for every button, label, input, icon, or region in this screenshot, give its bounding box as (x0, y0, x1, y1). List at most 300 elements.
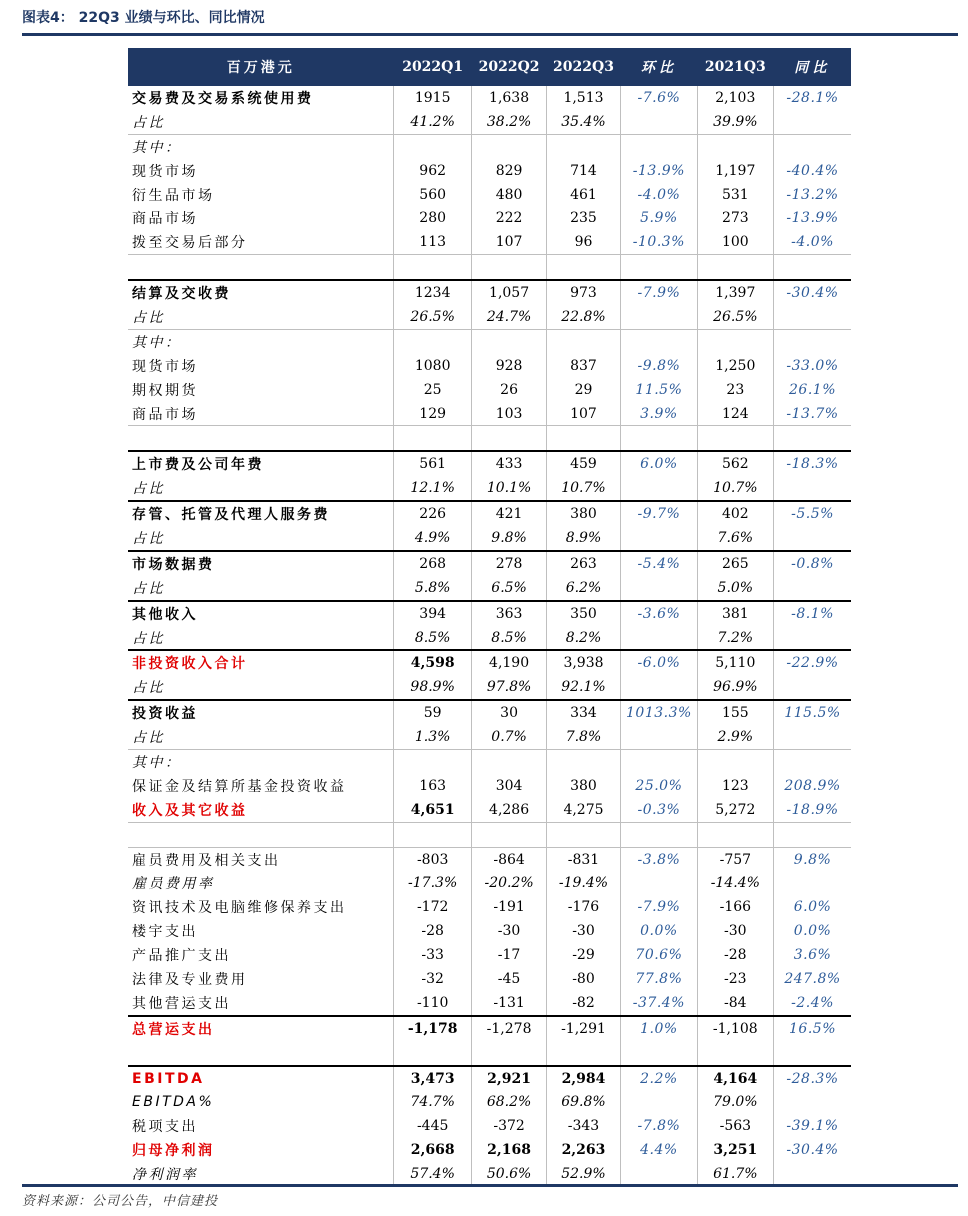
cell-label: 归母净利润 (132, 1143, 215, 1160)
cell-yoy: 26.1% (774, 378, 851, 402)
cell-qoq: -7.8% (621, 1114, 697, 1138)
cell-label: 拨至交易后部分 (132, 235, 248, 252)
cell-yoy (774, 476, 851, 501)
financial-table (128, 48, 851, 1186)
cell-qoq: -10.3% (621, 230, 697, 254)
cell-q3-2022: 461 (546, 183, 620, 207)
cell-label: 商品市场 (132, 406, 198, 423)
cell-yoy: -33.0% (774, 354, 851, 378)
cell-q1-2022: 59 (393, 700, 471, 725)
cell-label (128, 1041, 393, 1066)
cell-q3-2022: -343 (546, 1114, 620, 1138)
cell-q2-2022: 928 (472, 354, 546, 378)
cell-q1-2022 (393, 255, 471, 280)
cell-qoq: -7.6% (621, 86, 697, 110)
cell-label: 存管、托管及代理人服务费 (128, 501, 393, 526)
cell-qoq: 5.9% (621, 206, 697, 230)
cell-qoq: 3.9% (621, 402, 697, 426)
table-row (128, 1066, 851, 1091)
cell-yoy (774, 134, 851, 158)
cell-q3-2022: -80 (546, 967, 620, 991)
cell-q2-2022: 50.6% (472, 1162, 546, 1186)
cell-q2-2022: 222 (472, 206, 546, 230)
table-row (128, 280, 851, 305)
table-row (128, 110, 851, 134)
cell-q3-2022: -29 (546, 943, 620, 967)
cell-q3-2022 (546, 426, 620, 451)
cell-q1-2022: 113 (393, 230, 471, 254)
table-row (128, 526, 851, 551)
cell-q3-2021: 100 (697, 230, 773, 254)
table-row (128, 426, 851, 451)
cell-qoq (621, 822, 697, 847)
cell-q3-2022 (546, 822, 620, 847)
table-row (128, 183, 851, 207)
cell-yoy (774, 329, 851, 353)
cell-yoy: -39.1% (774, 1114, 851, 1138)
cell-q3-2021: 7.6% (697, 526, 773, 551)
cell-yoy: -5.5% (774, 501, 851, 526)
cell-yoy: -13.7% (774, 402, 851, 426)
cell-q3-2022: -1,291 (546, 1016, 620, 1041)
cell-q2-2022: 103 (472, 402, 546, 426)
cell-yoy: -18.9% (774, 798, 851, 822)
cell-q3-2022: 380 (546, 774, 620, 798)
cell-q3-2021: 1,197 (697, 159, 773, 183)
cell-q3-2021: -28 (697, 943, 773, 967)
cell-label: 产品推广支出 (132, 948, 231, 965)
cell-q3-2021: 265 (697, 551, 773, 576)
cell-q3-2021: 2,103 (697, 86, 773, 110)
cell-yoy: 9.8% (774, 847, 851, 871)
table-body (128, 86, 851, 1186)
cell-label: 期权期货 (132, 382, 198, 399)
table-row (128, 551, 851, 576)
cell-q3-2022: 459 (546, 451, 620, 476)
cell-label: 净利润率 (132, 1167, 198, 1184)
table-row (128, 1091, 851, 1115)
bottom-rule (22, 1184, 958, 1187)
cell-label (128, 822, 393, 847)
table-row (128, 1114, 851, 1138)
cell-q3-2022: 1,513 (546, 86, 620, 110)
table-row (128, 774, 851, 798)
cell-qoq (621, 626, 697, 651)
cell-yoy (774, 750, 851, 774)
cell-q3-2021: 5,110 (697, 650, 773, 675)
cell-yoy: -30.4% (774, 1138, 851, 1162)
cell-q3-2021: 7.2% (697, 626, 773, 651)
cell-q2-2022: 1,638 (472, 86, 546, 110)
cell-q1-2022: -445 (393, 1114, 471, 1138)
cell-qoq: 2.2% (621, 1066, 697, 1091)
cell-q3-2021: -166 (697, 895, 773, 919)
cell-yoy: -13.2% (774, 183, 851, 207)
table-row (128, 1162, 851, 1186)
cell-q2-2022: 278 (472, 551, 546, 576)
cell-q2-2022: -17 (472, 943, 546, 967)
cell-yoy (774, 626, 851, 651)
table-row (128, 967, 851, 991)
header-2022q1: 2022Q1 (393, 48, 471, 86)
cell-q2-2022: 0.7% (472, 725, 546, 749)
cell-label: 上市费及公司年费 (128, 451, 393, 476)
cell-yoy (774, 1091, 851, 1115)
cell-q1-2022: -1,178 (393, 1016, 471, 1041)
cell-yoy (774, 255, 851, 280)
cell-q3-2022: 3,938 (546, 650, 620, 675)
table-row (128, 750, 851, 774)
cell-q3-2021: 4,164 (697, 1066, 773, 1091)
cell-label: EBITDA% (132, 1094, 215, 1111)
cell-yoy: 3.6% (774, 943, 851, 967)
cell-q2-2022: 10.1% (472, 476, 546, 501)
cell-q1-2022: 561 (393, 451, 471, 476)
table-row (128, 159, 851, 183)
cell-qoq (621, 255, 697, 280)
cell-q2-2022: 8.5% (472, 626, 546, 651)
cell-yoy: -28.3% (774, 1066, 851, 1091)
cell-q3-2022: 2,263 (546, 1138, 620, 1162)
cell-q1-2022: 1234 (393, 280, 471, 305)
table-row (128, 501, 851, 526)
cell-yoy: 247.8% (774, 967, 851, 991)
cell-qoq (621, 576, 697, 601)
cell-yoy (774, 675, 851, 700)
cell-label: 其中： (128, 329, 393, 353)
cell-q2-2022: 26 (472, 378, 546, 402)
cell-yoy: -22.9% (774, 650, 851, 675)
cell-label: 非投资收入合计 (128, 650, 393, 675)
cell-label: 保证金及结算所基金投资收益 (132, 778, 347, 795)
cell-label: 市场数据费 (128, 551, 393, 576)
figure-title: 图表4： 22Q3 业绩与环比、同比情况 (22, 10, 265, 26)
table-row (128, 1016, 851, 1041)
cell-q3-2022: 350 (546, 601, 620, 626)
cell-yoy (774, 872, 851, 896)
cell-label: 占比 (132, 114, 165, 131)
cell-label: 现货市场 (132, 358, 198, 375)
cell-q3-2022 (546, 255, 620, 280)
cell-q3-2021: 381 (697, 601, 773, 626)
cell-qoq: -4.0% (621, 183, 697, 207)
cell-qoq (621, 1162, 697, 1186)
cell-label: 总营运支出 (128, 1016, 393, 1041)
cell-q1-2022: 98.9% (393, 675, 471, 700)
cell-yoy: -40.4% (774, 159, 851, 183)
cell-q1-2022 (393, 822, 471, 847)
cell-q3-2022: 29 (546, 378, 620, 402)
cell-q1-2022: 129 (393, 402, 471, 426)
cell-q1-2022: -17.3% (393, 872, 471, 896)
cell-qoq: -9.7% (621, 501, 697, 526)
cell-q2-2022: 480 (472, 183, 546, 207)
cell-q2-2022: -45 (472, 967, 546, 991)
cell-qoq: 1.0% (621, 1016, 697, 1041)
cell-q2-2022: 829 (472, 159, 546, 183)
cell-q2-2022 (472, 255, 546, 280)
cell-label: 结算及交收费 (128, 280, 393, 305)
cell-q1-2022: 4.9% (393, 526, 471, 551)
cell-q1-2022: 268 (393, 551, 471, 576)
cell-q3-2021: 562 (697, 451, 773, 476)
cell-yoy (774, 305, 851, 329)
cell-yoy: 16.5% (774, 1016, 851, 1041)
cell-q3-2021: -563 (697, 1114, 773, 1138)
cell-qoq: 4.4% (621, 1138, 697, 1162)
cell-label: 投资收益 (128, 700, 393, 725)
cell-q3-2021: -30 (697, 919, 773, 943)
cell-label: 收入及其它收益 (132, 802, 248, 819)
cell-q3-2022: 235 (546, 206, 620, 230)
cell-q3-2022: 6.2% (546, 576, 620, 601)
cell-label: 现货市场 (132, 163, 198, 180)
cell-q1-2022: 1080 (393, 354, 471, 378)
cell-q1-2022: 25 (393, 378, 471, 402)
cell-q1-2022: 280 (393, 206, 471, 230)
cell-label: 占比 (132, 481, 165, 498)
cell-q2-2022: -131 (472, 991, 546, 1016)
cell-q3-2022 (546, 750, 620, 774)
cell-q1-2022 (393, 426, 471, 451)
cell-q1-2022: 560 (393, 183, 471, 207)
cell-q2-2022: 6.5% (472, 576, 546, 601)
cell-qoq: 70.6% (621, 943, 697, 967)
cell-label: EBITDA (128, 1066, 393, 1091)
cell-q3-2022: 7.8% (546, 725, 620, 749)
cell-q3-2021: 5.0% (697, 576, 773, 601)
cell-q1-2022: 26.5% (393, 305, 471, 329)
cell-yoy (774, 725, 851, 749)
table-row (128, 86, 851, 110)
cell-label: 其中： (128, 134, 393, 158)
cell-q3-2021: 23 (697, 378, 773, 402)
cell-yoy: -13.9% (774, 206, 851, 230)
cell-q3-2021 (697, 329, 773, 353)
table-row (128, 725, 851, 749)
cell-label: 其他营运支出 (132, 995, 231, 1012)
cell-yoy: -2.4% (774, 991, 851, 1016)
cell-q1-2022: 226 (393, 501, 471, 526)
cell-label: 法律及专业费用 (132, 972, 248, 988)
cell-q3-2022: -82 (546, 991, 620, 1016)
cell-q3-2021 (697, 134, 773, 158)
table-row (128, 675, 851, 700)
cell-label: 雇员费用及相关支出 (128, 847, 393, 871)
cell-yoy: 208.9% (774, 774, 851, 798)
cell-q3-2021 (697, 255, 773, 280)
cell-yoy (774, 822, 851, 847)
cell-q3-2022: 4,275 (546, 798, 620, 822)
cell-qoq: -37.4% (621, 991, 697, 1016)
cell-q1-2022 (393, 750, 471, 774)
header-qoq: 环比 (621, 48, 697, 86)
cell-q1-2022: 12.1% (393, 476, 471, 501)
table-row (128, 476, 851, 501)
table-row (128, 451, 851, 476)
cell-yoy: -30.4% (774, 280, 851, 305)
table-row (128, 1138, 851, 1162)
cell-q2-2022: -191 (472, 895, 546, 919)
cell-label: 税项支出 (132, 1119, 198, 1136)
cell-label: 占比 (132, 530, 165, 547)
table-row (128, 255, 851, 280)
table-header-row (128, 48, 851, 86)
table-row (128, 919, 851, 943)
cell-label: 交易费及交易系统使用费 (132, 90, 314, 107)
table-row (128, 230, 851, 254)
table-row (128, 847, 851, 871)
cell-qoq: -0.3% (621, 798, 697, 822)
cell-q1-2022: 2,668 (393, 1138, 471, 1162)
cell-q1-2022: 962 (393, 159, 471, 183)
cell-q3-2021 (697, 1041, 773, 1066)
cell-q3-2021: 61.7% (697, 1162, 773, 1186)
cell-q3-2021: 10.7% (697, 476, 773, 501)
cell-q3-2021: 79.0% (697, 1091, 773, 1115)
cell-q2-2022 (472, 134, 546, 158)
cell-q3-2021: 1,397 (697, 280, 773, 305)
cell-q2-2022: 421 (472, 501, 546, 526)
cell-yoy: -0.8% (774, 551, 851, 576)
cell-qoq: -7.9% (621, 280, 697, 305)
cell-qoq: 25.0% (621, 774, 697, 798)
cell-q3-2022: 837 (546, 354, 620, 378)
cell-q2-2022: 304 (472, 774, 546, 798)
table-row (128, 329, 851, 353)
cell-label: 雇员费用率 (132, 876, 215, 893)
cell-label: 占比 (132, 630, 165, 647)
header-2022q2: 2022Q2 (472, 48, 546, 86)
cell-q2-2022: 9.8% (472, 526, 546, 551)
table-row (128, 626, 851, 651)
cell-q3-2022: 8.9% (546, 526, 620, 551)
cell-q3-2022: 714 (546, 159, 620, 183)
cell-yoy (774, 1162, 851, 1186)
cell-q3-2022: 380 (546, 501, 620, 526)
cell-q2-2022 (472, 329, 546, 353)
cell-qoq (621, 750, 697, 774)
table-row (128, 378, 851, 402)
cell-yoy: 0.0% (774, 919, 851, 943)
table-row (128, 576, 851, 601)
cell-q2-2022: 1,057 (472, 280, 546, 305)
cell-q2-2022: 97.8% (472, 675, 546, 700)
cell-label: 其他收入 (128, 601, 393, 626)
cell-q3-2022: -19.4% (546, 872, 620, 896)
cell-q2-2022 (472, 750, 546, 774)
table-row (128, 650, 851, 675)
cell-q1-2022 (393, 329, 471, 353)
cell-q3-2022: 35.4% (546, 110, 620, 134)
cell-q2-2022: 107 (472, 230, 546, 254)
cell-q2-2022: 4,286 (472, 798, 546, 822)
cell-q3-2022: -30 (546, 919, 620, 943)
table-row (128, 991, 851, 1016)
table-row (128, 872, 851, 896)
cell-q3-2022: 973 (546, 280, 620, 305)
cell-q2-2022: 24.7% (472, 305, 546, 329)
top-rule (22, 33, 958, 36)
header-2021q3: 2021Q3 (697, 48, 773, 86)
cell-q3-2021 (697, 750, 773, 774)
cell-q2-2022 (472, 1041, 546, 1066)
cell-q3-2022: 69.8% (546, 1091, 620, 1115)
table-row (128, 601, 851, 626)
cell-qoq (621, 476, 697, 501)
table-row (128, 895, 851, 919)
table-row (128, 822, 851, 847)
cell-q3-2022: 52.9% (546, 1162, 620, 1186)
table-row (128, 1041, 851, 1066)
cell-q3-2022: -176 (546, 895, 620, 919)
cell-label: 衍生品市场 (132, 187, 215, 204)
cell-label: 占比 (132, 580, 165, 597)
cell-q1-2022: 57.4% (393, 1162, 471, 1186)
cell-q3-2021: 402 (697, 501, 773, 526)
cell-q3-2021 (697, 426, 773, 451)
cell-q2-2022: 38.2% (472, 110, 546, 134)
cell-q3-2022: 8.2% (546, 626, 620, 651)
cell-qoq (621, 872, 697, 896)
cell-yoy (774, 576, 851, 601)
cell-qoq: -6.0% (621, 650, 697, 675)
cell-q2-2022: 433 (472, 451, 546, 476)
cell-label: 资讯技术及电脑维修保养支出 (132, 900, 347, 917)
cell-q1-2022: -110 (393, 991, 471, 1016)
cell-yoy: -28.1% (774, 86, 851, 110)
cell-qoq (621, 305, 697, 329)
cell-q2-2022 (472, 822, 546, 847)
table-row (128, 943, 851, 967)
cell-q1-2022 (393, 134, 471, 158)
cell-yoy (774, 526, 851, 551)
cell-q2-2022: 2,921 (472, 1066, 546, 1091)
cell-q1-2022: 1915 (393, 86, 471, 110)
cell-qoq (621, 110, 697, 134)
cell-q3-2022: 2,984 (546, 1066, 620, 1091)
cell-q1-2022: 41.2% (393, 110, 471, 134)
cell-yoy: 115.5% (774, 700, 851, 725)
cell-q3-2022: 22.8% (546, 305, 620, 329)
cell-q1-2022: -803 (393, 847, 471, 871)
cell-q2-2022: 4,190 (472, 650, 546, 675)
cell-qoq: 77.8% (621, 967, 697, 991)
cell-qoq (621, 1041, 697, 1066)
cell-qoq (621, 1091, 697, 1115)
cell-qoq: 6.0% (621, 451, 697, 476)
table-row (128, 402, 851, 426)
cell-q1-2022: -28 (393, 919, 471, 943)
cell-q3-2022 (546, 329, 620, 353)
cell-q3-2021: 39.9% (697, 110, 773, 134)
cell-yoy: 6.0% (774, 895, 851, 919)
cell-q1-2022: 4,598 (393, 650, 471, 675)
cell-q3-2021: 96.9% (697, 675, 773, 700)
cell-qoq: 1013.3% (621, 700, 697, 725)
cell-qoq (621, 675, 697, 700)
header-yoy: 同比 (774, 48, 851, 86)
cell-label: 占比 (132, 680, 165, 697)
cell-yoy (774, 426, 851, 451)
cell-q1-2022: 4,651 (393, 798, 471, 822)
cell-q2-2022: 30 (472, 700, 546, 725)
cell-label: 商品市场 (132, 211, 198, 228)
header-2022q3: 2022Q3 (546, 48, 620, 86)
cell-qoq: -13.9% (621, 159, 697, 183)
cell-yoy: -4.0% (774, 230, 851, 254)
cell-label: 占比 (132, 730, 165, 747)
